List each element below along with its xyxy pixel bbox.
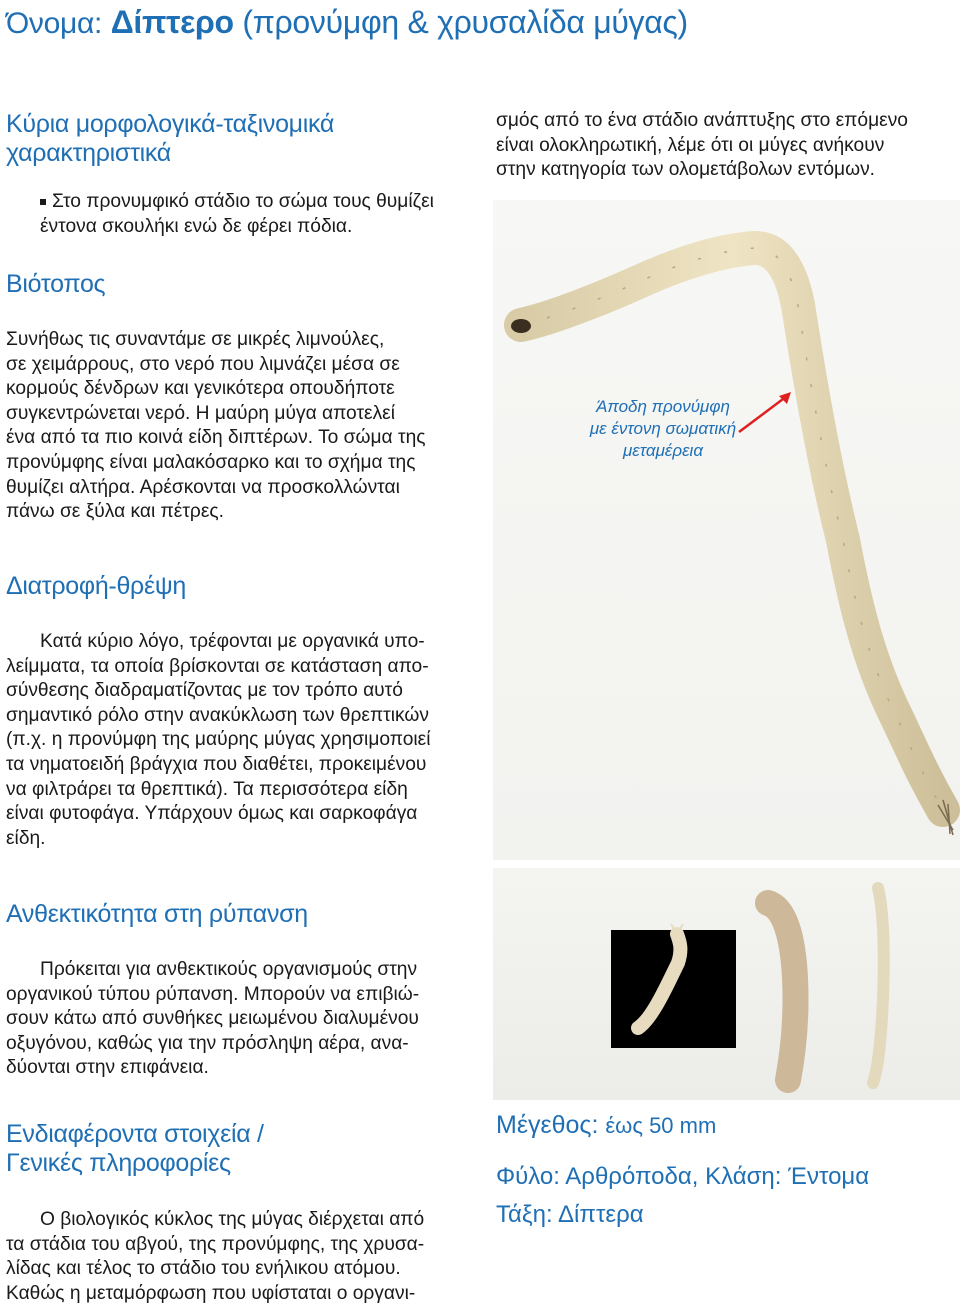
title-rest: (προνύμφη & χρυσαλίδα μύγας) [242, 4, 688, 40]
habitat-heading: Βιότοπος [6, 270, 106, 298]
photo-caption-line: μεταμέρεια [622, 441, 704, 460]
arrow-icon [735, 388, 795, 438]
morphology-bullet-line-2: έντονα σκουλήκι ενώ δε φέρει πόδια. [40, 215, 353, 237]
habitat-line: πάνω σε ξύλα και πέτρες. [6, 501, 224, 523]
feeding-line: είδη. [6, 827, 46, 849]
order-label: Τάξη: [496, 1201, 553, 1228]
feeding-line: σημαντικό ρόλο στην ανακύκλωση των θρεπτικών [6, 704, 429, 726]
info-heading-line-1: Ενδιαφέροντα στοιχεία / [6, 1120, 264, 1148]
title-prefix: Όνομα: [6, 7, 103, 40]
habitat-text [6, 328, 476, 525]
continuation-text [496, 109, 956, 183]
bullet-icon [40, 199, 46, 205]
page-title [6, 4, 688, 41]
morphology-heading-line-1: Κύρια μορφολογικά-ταξινομικά [6, 110, 335, 138]
habitat-line: συγκεντρώνεται νερό. Η μαύρη μύγα αποτελεί [6, 402, 395, 424]
order-value: Δίπτερα [558, 1201, 644, 1228]
feeding-line: λείμματα, τα οποία βρίσκονται σε κατάσταση απο- [6, 655, 429, 677]
continuation-line: σμός από το ένα στάδιο ανάπτυξης στο επόμενο [496, 110, 908, 131]
pupa-illustration [493, 868, 960, 1100]
title-name: Δίπτερο [110, 4, 234, 40]
info-line: λίδας και τέλος το στάδιο του ενήλικου ατόμου. [6, 1258, 401, 1280]
habitat-line: προνύμφης είναι μαλακόσαρκο και το σχήμα της [6, 451, 416, 473]
photo-caption-line: Άποδη προνύμφη [596, 397, 730, 416]
feeding-line: τα νηματοειδή βράγχια που διαθέτει, προκειμένου [6, 753, 427, 775]
feeding-heading: Διατροφή-θρέψη [6, 572, 186, 600]
info-line: τα στάδια του αβγού, της προνύμφης, της χρυσα- [6, 1233, 425, 1255]
order-fact [496, 1200, 644, 1230]
larva-illustration [493, 200, 960, 860]
class-label: Κλάση: [705, 1163, 782, 1190]
pollution-line: οργανικού τύπου ρύπανση. Μπορούν να επιβιώ- [6, 983, 420, 1005]
continuation-line: στην κατηγορία των ολομετάβολων εντόμων. [496, 159, 875, 181]
feeding-line: (π.χ. η προνύμφη της μαύρης μύγας χρησιμοποιεί [6, 729, 431, 751]
feeding-line: να φιλτράρει τα θρεπτικά). Τα περισσότερα είδη [6, 778, 408, 800]
habitat-line: σε χειμάρρους, στο νερό που λιμνάζει μέσα σε [6, 353, 400, 375]
info-text [6, 1208, 476, 1306]
size-fact [496, 1110, 716, 1141]
pollution-heading: Ανθεκτικότητα στη ρύπανση [6, 900, 308, 928]
habitat-line: Συνήθως τις συναντάμε σε μικρές λιμνούλες, [6, 329, 385, 350]
continuation-line: είναι ολοκληρωτική, λέμε ότι οι μύγες ανήκουν [496, 134, 885, 156]
morphology-heading [6, 110, 334, 168]
photo-caption [563, 396, 763, 462]
pollution-line: Πρόκειται για ανθεκτικούς οργανισμούς στην [40, 959, 418, 980]
feeding-line: είναι φυτοφάγα. Υπάρχουν όμως και σαρκοφάγα [6, 803, 418, 825]
feeding-text [6, 630, 476, 851]
pollution-line: οξυγόνου, καθώς για την πρόσληψη αέρα, ανα- [6, 1032, 409, 1054]
morphology-bullet [40, 190, 434, 239]
info-heading-line-2: Γενικές πληροφορίες [6, 1149, 231, 1177]
size-value: έως 50 mm [605, 1113, 717, 1138]
pollution-line: δύονται στην επιφάνεια. [6, 1057, 209, 1079]
class-value: Έντομα [788, 1163, 870, 1190]
size-label: Μέγεθος: [496, 1111, 599, 1139]
pupa-photo [493, 868, 960, 1100]
info-heading [6, 1120, 264, 1178]
feeding-line: σύνθεσης διαδραματίζοντας με τον τρόπο αυτό [6, 680, 403, 702]
morphology-heading-line-2: χαρακτηριστικά [6, 139, 171, 167]
pollution-line: σουν κάτω από συνθήκες μειωμένου διαλυμένου [6, 1008, 419, 1030]
classification-fact [496, 1162, 869, 1192]
larva-photo [493, 200, 960, 860]
pollution-text [6, 958, 476, 1081]
habitat-line: ένα από τα πιο κοινά είδη διπτέρων. Το σώμα της [6, 427, 426, 449]
feeding-line: Κατά κύριο λόγο, τρέφονται με οργανικά υπο- [40, 631, 425, 652]
morphology-bullet-line-1: Στο προνυμφικό στάδιο το σώμα τους θυμίζει [52, 191, 434, 212]
phylum-value: Αρθρόποδα, [565, 1163, 699, 1190]
info-line: Ο βιολογικός κύκλος της μύγας διέρχεται από [40, 1209, 425, 1230]
habitat-line: κορμούς δένδρων και γενικότερα οπουδήποτε [6, 378, 395, 400]
phylum-label: Φύλο: [496, 1163, 560, 1190]
habitat-line: θυμίζει αλτήρα. Αρέσκονται να προσκολλώνται [6, 476, 400, 498]
photo-caption-line: με έντονη σωματική [589, 419, 737, 438]
info-line: Καθώς η μεταμόρφωση που υφίσταται ο οργανι- [6, 1282, 416, 1304]
